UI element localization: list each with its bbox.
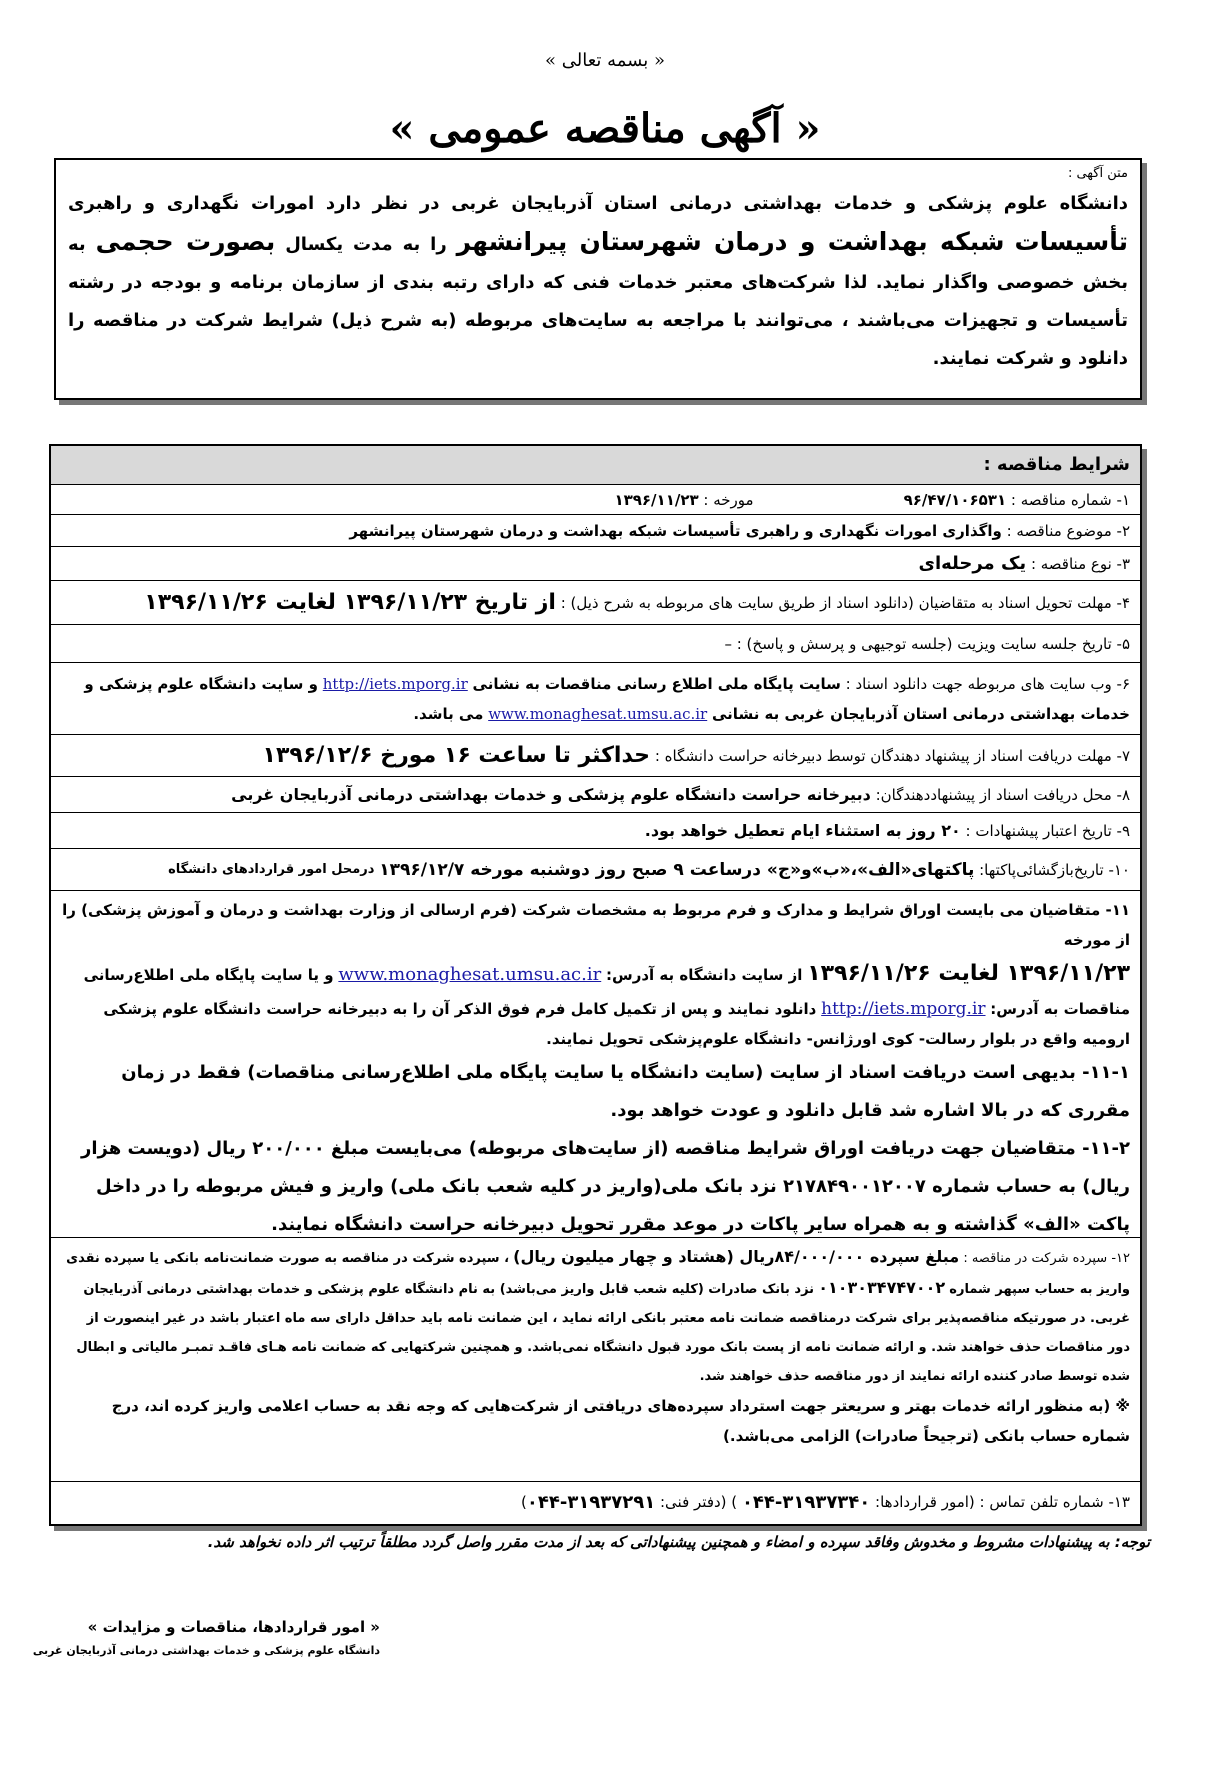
basmala: « بسمه تعالی » <box>545 50 665 71</box>
intro-p1: دانشگاه علوم پزشکی و خدمات بهداشتی درمانی استان آذربایجان غربی در نظر دارد امورات نگهداری و راهبری <box>68 193 1128 214</box>
deposit-account: ۰۱۰۳۰۳۴۷۴۷۰۰۲ <box>818 1278 946 1297</box>
r11-text-b: از سایت دانشگاه به آدرس: <box>606 966 803 984</box>
submission-deadline: حداکثر تا ساعت ۱۶ مورخ ۱۳۹۶/۱۲/۶ <box>262 743 651 768</box>
submission-place: دبیرخانه حراست دانشگاه علوم پزشکی و خدمات بهداشتی درمانی آذربایجان غربی <box>231 785 871 804</box>
condition-row-11 <box>51 891 1140 1238</box>
r11-2: ۱۱-۲- متقاضیان جهت دریافت اوراق شرایط مناقصه (از سایت‌های مربوطه) می‌بایست مبلغ ۲۰۰/۰۰۰ ریال (دویست هزار ریال) به حساب شماره ۲۱۷۸۴۹۰۰۱۲۰۰۷ نزد بانک ملی(واریز در کلیه شعب بانک ملی) واریز و فیش مربوطه را در داخل پاکت «الف» گذاشته و به همراه سایر پاکات در موعد مقرر تحویل دبیرخانه حراست دانشگاه نمایند. <box>80 1138 1130 1235</box>
r2-label: ۲- موضوع مناقصه : <box>1006 521 1130 540</box>
r13-label: ۱۳- شماره تلفن تماس : (امور قراردادها: <box>875 1493 1130 1511</box>
condition-row-2 <box>51 515 1140 547</box>
condition-row-6 <box>51 663 1140 735</box>
tender-type: یک مرحله‌ای <box>918 553 1027 574</box>
r8-label: ۸- محل دریافت اسناد از پیشنهاددهندگان: <box>875 785 1130 804</box>
r11-1: ۱۱-۱- بدیهی است دریافت اسناد از سایت (سایت دانشگاه یا سایت پایگاه ملی اطلاع‌رسانی مناقصات) فقط در زمان مقرری که در بالا اشاره شد قابل دانلود و عودت خواهد بود. <box>121 1062 1130 1121</box>
r7-label: ۷- مهلت دریافت اسناد از پیشنهاد دهندگان توسط دبیرخانه حراست دانشگاه : <box>654 746 1130 765</box>
condition-row-3 <box>51 547 1140 581</box>
footer-university: دانشگاه علوم پزشکی و خدمات بهداشتی درمانی آذربایجان غربی <box>32 1644 380 1657</box>
deposit-amount: مبلغ سپرده ۸۴/۰۰۰/۰۰۰ریال (هشتاد و چهار میلیون ریال) <box>513 1247 960 1266</box>
intro-label: متن آگهی : <box>1067 166 1128 181</box>
r11-line4: ارومیه واقع در بلوار رسالت- کوی اورژانس- دانشگاه علوم‌پزشکی تحویل نمایند. <box>546 1030 1130 1048</box>
r12-label: ۱۲- سپرده شرکت در مناقصه : <box>963 1251 1130 1266</box>
r6-text2: و سایت دانشگاه علوم <box>157 675 318 693</box>
r3-label: ۳- نوع مناقصه : <box>1030 554 1130 573</box>
intro-p2-big2: بصورت حجمی <box>95 227 276 256</box>
document-delivery-period: از تاریخ ۱۳۹۶/۱۱/۲۳ لغایت ۱۳۹۶/۱۱/۲۶ <box>144 590 556 615</box>
warning-note: توجه: به پیشنهادات مشروط و مخدوش وفاقد سپرده و امضاء و همچنین پیشنهاداتی که بعد از مدت مقرر واصل گردد مطلقاً ترتیب اثر داده نخواهد شد. <box>207 1533 1150 1551</box>
r6-text1: سایت پایگاه ملی اطلاع رسانی مناقصات به نشانی <box>472 675 841 693</box>
r12-text-b: ، سپرده شرکت در مناقصه به صورت ضمانت‌نامه بانکی یا سپرده نقدی واریز به حساب سپهر شماره <box>66 1251 1130 1297</box>
opening-date: پاکتهای«الف»،«ب»و«ج» درساعت ۹ صبح روز دوشنبه مورخه ۱۳۹۶/۱۲/۷ <box>379 859 975 880</box>
intro-p1-big: تأسیسات <box>1014 227 1128 256</box>
r6-text4: می باشد. <box>413 705 484 723</box>
intro-text <box>68 185 1128 378</box>
conditions-header: شرایط مناقصه : <box>51 446 1140 485</box>
r5-label: ۵- تاریخ جلسه سایت ویزیت (جلسه توجیهی و پرسش و پاسخ) : – <box>724 634 1130 653</box>
r11-text-e: دانلود نمایند و پس از تکمیل کامل فرم فوق الذکر آن را به دبیرخانه حراست دانشگاه علوم پزشکی <box>103 1000 817 1018</box>
r11-dates: ۱۳۹۶/۱۱/۲۳ لغایت ۱۳۹۶/۱۱/۲۶ <box>807 961 1130 986</box>
r13-mid: ) (دفتر فنی: <box>660 1493 738 1511</box>
condition-row-4 <box>51 581 1140 625</box>
condition-row-10 <box>51 849 1140 891</box>
condition-row-7 <box>51 735 1140 777</box>
monaghesat-link[interactable]: www.monaghesat.umsu.ac.ir <box>488 705 708 723</box>
condition-row-9 <box>51 813 1140 849</box>
contracts-phone: ۰۴۴-۳۱۹۳۷۳۴۰ <box>741 1491 871 1513</box>
r10-label: ۱۰- تاریخ‌بازگشائی‌پاکتها: <box>979 860 1130 879</box>
tender-date: ۱۳۹۶/۱۱/۲۳ <box>614 490 699 509</box>
tender-subject: واگذاری امورات نگهداری و راهبری تأسیسات شبکه بهداشت و درمان شهرستان پیرانشهر <box>349 521 1002 540</box>
intro-box <box>54 158 1142 400</box>
condition-row-8 <box>51 777 1140 813</box>
r1-date-label: مورخه : <box>703 490 754 509</box>
r11-text-c: و یا سایت پایگاه ملی اطلاع‌رسانی <box>83 966 334 984</box>
r11-line1: ۱۱- متقاضیان می بایست اوراق شرایط و مدارک و فرم مربوط به مشخصات شرکت (فرم ارسالی از وزارت بهداشت و درمان و آموزش پزشکی) را از مورخه <box>62 901 1130 949</box>
r12-star-note: ※ (به منظور ارائه خدمات بهتر و سریعتر جهت استرداد سپرده‌های دریافتی از شرکت‌هایی که وجه نقد به حساب اعلامی واریز کرده اند، درج شماره حساب بانکی (ترجیحاً صادرات) الزامی می‌باشد.) <box>111 1397 1130 1445</box>
r9-label: ۹- تاریخ اعتبار پیشنهادات : <box>965 821 1130 840</box>
condition-row-12 <box>51 1238 1140 1482</box>
r6-label: ۶- وب سایت های مربوطه جهت دانلود اسناد : <box>845 675 1130 693</box>
intro-p2: را به مدت یکسال <box>285 234 447 255</box>
condition-row-13 <box>51 1482 1140 1522</box>
intro-p2-end: به بخش خصوصی واگذار <box>68 234 1128 293</box>
r6-text3: پزشکی و خدمات بهداشتی درمانی استان آذربایجان غربی به نشانی <box>84 675 1130 723</box>
r12-text-c: نزد بانک صادرات (کلیه شعب قابل واریز می‌باشد) به نام دانشگاه علوم پزشکی و خدمات بهداشتی درمانی آذربایجان غربی. در صورتیکه مناقصه‌پذیر برای شرکت درمناقصه ضمانت نامه معتبر بانکی ارائه نماید ، این ضمانت نامه باید حداقل دارای سه ماه اعتبار باشد در غیر اینصورت از دور مناقصات حذف خواهند شد. و ارائه ضمانت نامه از پست بانک مورد قبول دانشگاه نمی‌باشد. و همچنین شرکتهایی که ضمانت نامه هـای فاقـد تمبـر مالیاتی و ابطال شده توسط صادر کننده ارائه نمایند از دور مناقصه حذف خواهند شد. <box>76 1282 1130 1384</box>
r11-iets-link[interactable]: http://iets.mporg.ir <box>821 999 986 1019</box>
r1-label: ۱- شماره مناقصه : <box>1010 490 1130 509</box>
condition-row-1 <box>51 485 1140 515</box>
opening-place: درمحل امور قراردادهای دانشگاه <box>168 862 375 877</box>
page-title: « آگهی مناقصه عمومی » <box>389 105 821 152</box>
bid-validity: ۲۰ روز به استثناء ایام تعطیل خواهد بود. <box>644 821 961 840</box>
r11-monaghesat-link[interactable]: www.monaghesat.umsu.ac.ir <box>338 964 602 985</box>
intro-p2-big1: شبکه بهداشت و درمان شهرستان پیرانشهر <box>456 227 1005 256</box>
iets-link[interactable]: http://iets.mporg.ir <box>322 675 468 693</box>
r13-end: ) <box>521 1493 527 1511</box>
condition-row-5 <box>51 625 1140 663</box>
intro-p3: نماید. لذا شرکت‌های معتبر خدمات فنی که دارای رتبه بندی از سازمان برنامه و بودجه در رشته تأسیسات و تجهیزات می‌باشند ، <box>68 272 1128 331</box>
r4-label: ۴- مهلت تحویل اسناد به متقاضیان (دانلود اسناد از طریق سایت های مربوطه به شرح ذیل) : <box>560 593 1130 612</box>
tender-number: ۹۶/۴۷/۱۰۶۵۳۱ <box>903 490 1007 509</box>
footer-office: « امور قراردادها، مناقصات و مزایدات » <box>87 1618 380 1636</box>
intro-p4: می‌توانند با مراجعه به سایت‌های مربوطه (به شرح ذیل) شرایط شرکت در مناقصه را دانلود و شرکت نمایند. <box>68 310 1128 369</box>
conditions-table <box>49 444 1142 1526</box>
r11-text-d: مناقصات به آدرس: <box>990 1000 1130 1018</box>
technical-phone: ۰۴۴-۳۱۹۳۷۲۹۱ <box>526 1491 656 1513</box>
